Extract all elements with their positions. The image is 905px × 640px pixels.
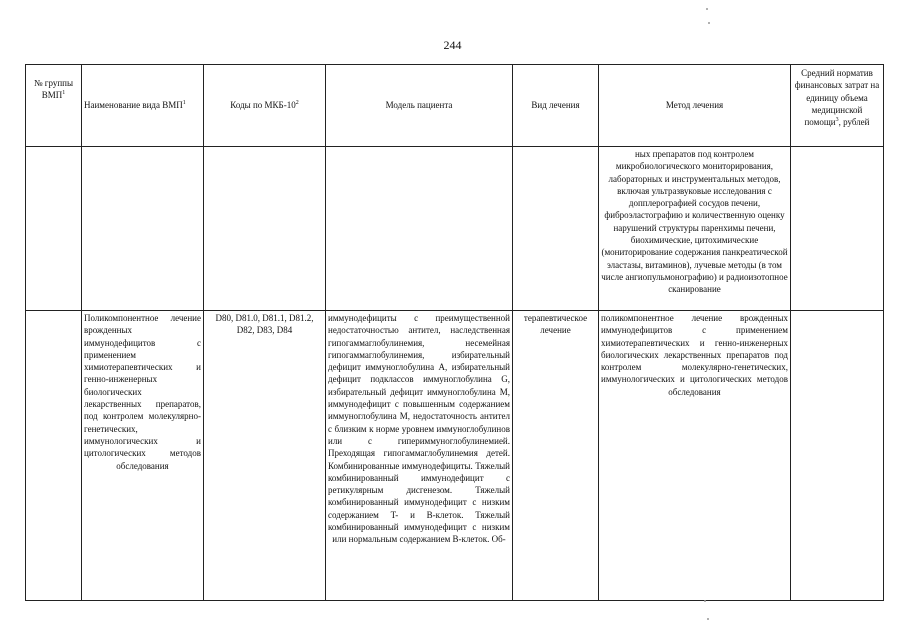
cell-group bbox=[26, 147, 82, 311]
header-treatment-type: Вид лечения bbox=[513, 65, 599, 147]
scan-speck bbox=[708, 22, 710, 24]
cell-model: иммунодефициты с преимущественной недостаточностью антител, наследственная гипогаммаглобулинемия, несемейная гипогаммаглобулинемия, избирательный дефицит иммуноглобулина A, избирательный дефицит подклассов иммуноглобулина G, избирательный дефицит иммуноглобулина M, иммунодефицит с повышенным содержанием иммуноглобулина M, недостаточность антител с близким к норме уровнем иммуноглобулинов или с гипериммуноглобулинемией. Преходящая гипогаммаглобулинемия детей. Комбинированные иммунодефициты. Тяжелый комбинированный иммунодефицит с ретикулярным дисгенезом. Тяжелый комбинированный иммунодефицит с низким содержанием T- и B-клеток. Тяжелый комбинированный иммунодефицит с низким или нормальным содержанием B-клеток. Об- bbox=[326, 311, 513, 601]
scan-speck bbox=[704, 600, 706, 602]
cell-type: терапевтическое лечение bbox=[513, 311, 599, 601]
header-vmp-name: Наименование вида ВМП$^1$ bbox=[82, 65, 204, 147]
cell-name: Поликомпонентное лечение врожденных иммунодефицитов с применением химиотерапевтических и генно-инженерных биологических лекарственных препаратов, под контролем молекулярно-генетических, иммунологических и цитологических методов обследования bbox=[82, 311, 204, 601]
cell-codes: D80, D81.0, D81.1, D81.2, D82, D83, D84 bbox=[204, 311, 326, 601]
header-treatment-method: Метод лечения bbox=[599, 65, 791, 147]
scan-speck bbox=[706, 8, 708, 10]
header-group-number: № группы ВМП$^1$ bbox=[26, 65, 82, 147]
cell-method: ных препаратов под контролем микробиологического мониторирования, лабораторных и инструментальных методов, включая ультразвуковые исследования с допплерографией сосудов печени, фиброэластографию и количественную оценку нарушений структуры паренхимы печени, биохимические, цитохимические (мониторирование содержания панкреатической эластазы, витаминов), лучевые методы (в том числе ангиопульмонографию) и радиоизотопное сканирование bbox=[599, 147, 791, 311]
cell-codes bbox=[204, 147, 326, 311]
cell-model bbox=[326, 147, 513, 311]
cell-cost bbox=[791, 311, 884, 601]
header-cost-standard: Средний норматив финансовых затрат на единицу объема медицинской помощи$^3$, рублей bbox=[791, 65, 884, 147]
cell-name bbox=[82, 147, 204, 311]
table-row bbox=[26, 311, 884, 601]
cell-type bbox=[513, 147, 599, 311]
vmp-table bbox=[25, 64, 884, 601]
table-header-row bbox=[26, 65, 884, 147]
page-number: 244 bbox=[443, 38, 462, 52]
cell-group bbox=[26, 311, 82, 601]
header-patient-model: Модель пациента bbox=[326, 65, 513, 147]
header-icd-codes: Коды по МКБ-$10^2$ bbox=[204, 65, 326, 147]
table-row bbox=[26, 147, 884, 311]
cell-method: поликомпонентное лечение врожденных иммунодефицитов с применением химиотерапевтических и генно-инженерных биологических лекарственных препаратов под контролем молекулярно-генетических, иммунологических и цитологических методов обследования bbox=[599, 311, 791, 601]
scan-speck bbox=[707, 618, 709, 620]
cell-cost bbox=[791, 147, 884, 311]
